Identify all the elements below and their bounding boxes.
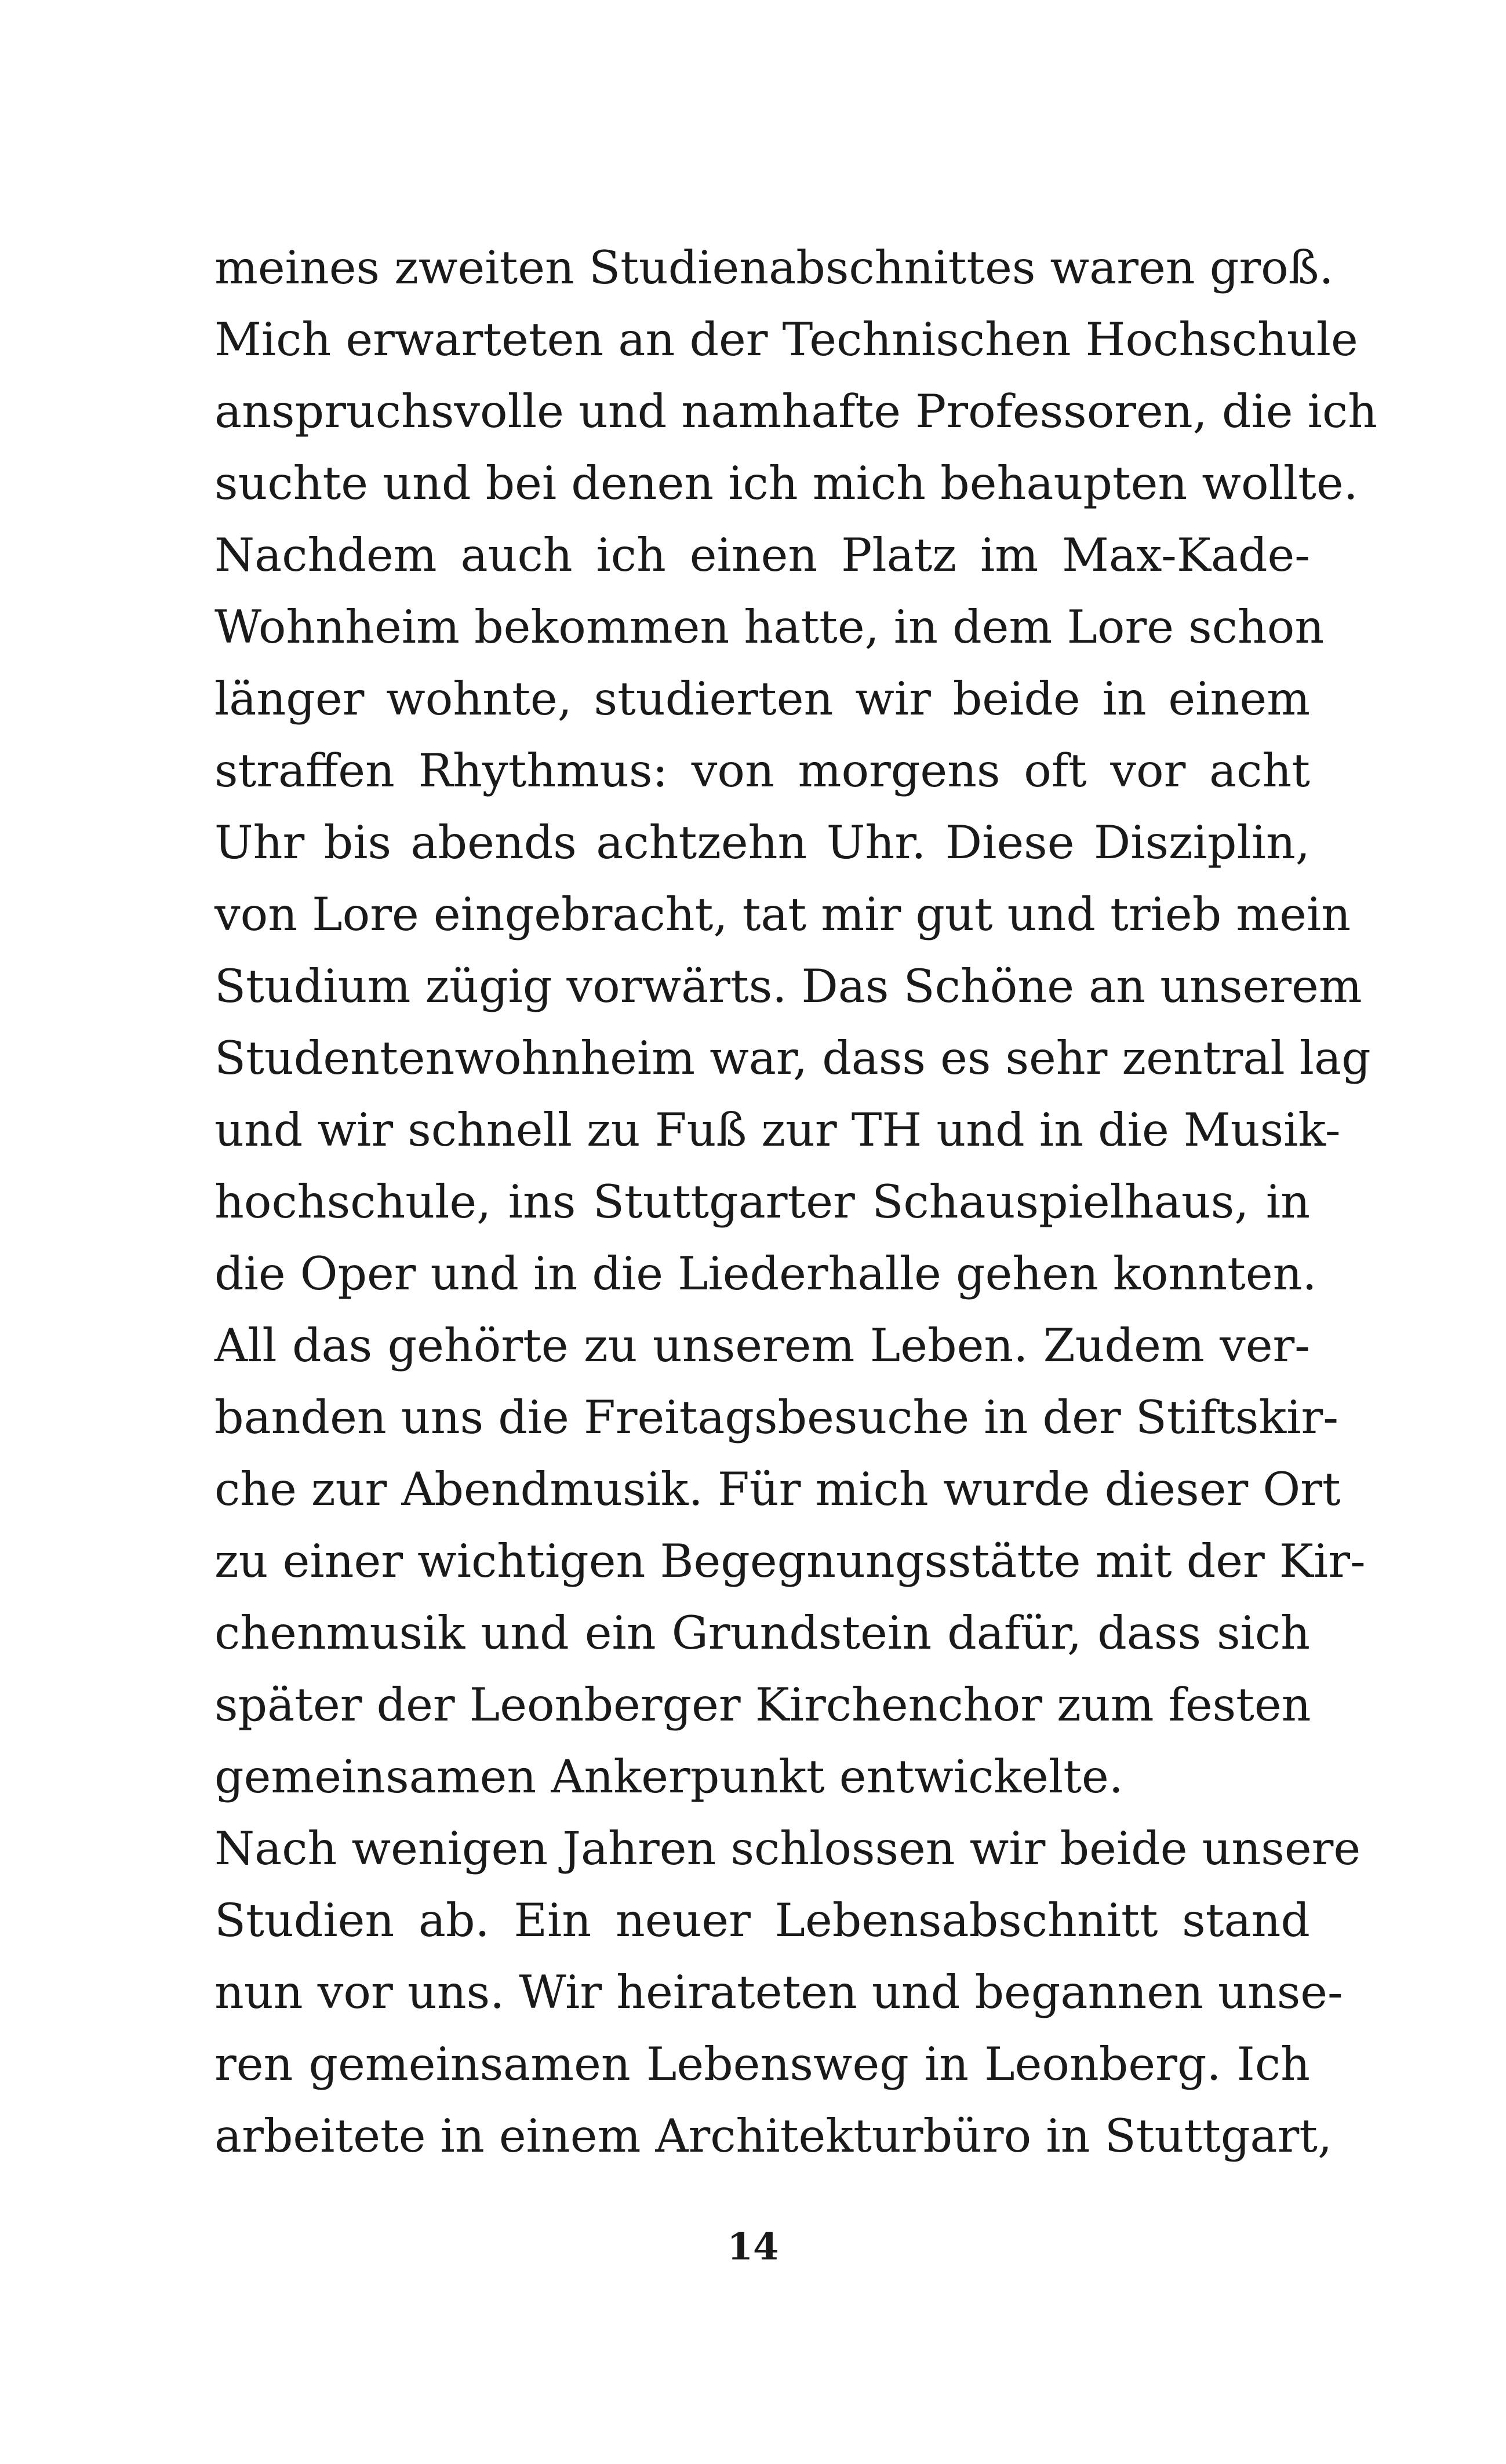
text-line: che zur Abendmusik. Für mich wurde dieser Ort	[214, 1463, 1341, 1516]
page-number: 14	[727, 2225, 779, 2269]
text-line: Nach wenigen Jahren schlossen wir beide unsere	[214, 1822, 1361, 1875]
text-line: Mich erwarteten an der Technischen Hochschule	[214, 313, 1358, 366]
text-line: arbeitete in einem Architekturbüro in Stuttgart,	[214, 2109, 1333, 2163]
text-line: länger wohnte, studierten wir beide in einem	[214, 672, 1310, 726]
text-line: später der Leonberger Kirchenchor zum festen	[214, 1678, 1311, 1732]
text-line: und wir schnell zu Fuß zur TH und in die Musik-	[214, 1103, 1341, 1157]
text-line: Nachdem auch ich einen Platz im Max-Kade-	[214, 528, 1310, 582]
text-line: Uhr bis abends achtzehn Uhr. Diese Disziplin,	[214, 816, 1310, 869]
paragraph-2	[214, 1813, 1361, 2172]
text-line: Studium zügig vorwärts. Das Schöne an unserem	[214, 960, 1362, 1013]
text-line: All das gehörte zu unserem Leben. Zudem ver-	[214, 1319, 1310, 1372]
text-line: banden uns die Freitagsbesuche in der Stiftskir-	[214, 1391, 1338, 1444]
text-line: ren gemeinsamen Lebensweg in Leonberg. Ich	[214, 2037, 1310, 2091]
text-line: meines zweiten Studienabschnittes waren groß.	[214, 241, 1334, 294]
text-line: zu einer wichtigen Begegnungsstätte mit der Kir-	[214, 1534, 1366, 1588]
text-line: gemeinsamen Ankerpunkt entwickelte.	[214, 1750, 1123, 1803]
text-line: nun vor uns. Wir heirateten und begannen unse-	[214, 1966, 1343, 2019]
text-line: von Lore eingebracht, tat mir gut und trieb mein	[214, 888, 1351, 941]
text-line: Studien ab. Ein neuer Lebensabschnitt stand	[214, 1894, 1310, 1947]
text-line: straffen Rhythmus: von morgens oft vor acht	[214, 744, 1310, 797]
text-line: anspruchsvolle und namhafte Professoren, die ich	[214, 385, 1377, 438]
text-line: Studentenwohnheim war, dass es sehr zentral lag	[214, 1031, 1371, 1085]
text-line: die Oper und in die Liederhalle gehen konnten.	[214, 1247, 1317, 1300]
paragraph-1	[214, 232, 1377, 1813]
text-line: suchte und bei denen ich mich behaupten wollte.	[214, 457, 1358, 510]
text-line: Wohnheim bekommen hatte, in dem Lore schon	[214, 600, 1325, 654]
text-line: chenmusik und ein Grundstein dafür, dass sich	[214, 1606, 1310, 1660]
text-line: hochschule, ins Stuttgarter Schauspielhaus, in	[214, 1175, 1310, 1229]
body-text	[214, 232, 1377, 2172]
